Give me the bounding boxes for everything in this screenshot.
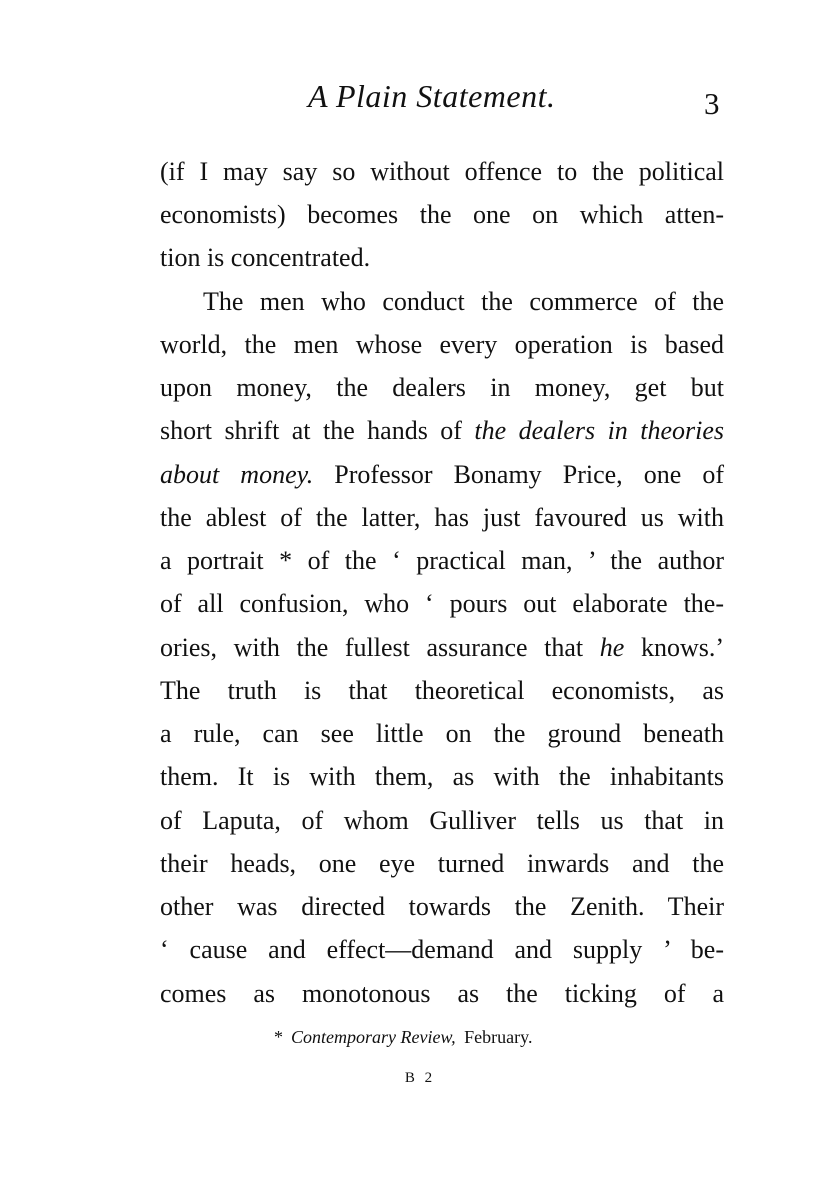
text-line: their heads, one eye turned inwards and the bbox=[160, 849, 724, 878]
text-segment: Professor Bonamy Price, one of bbox=[334, 460, 725, 489]
italic-phrase: about money. bbox=[160, 460, 314, 489]
text-line: ‘ cause and effect—demand and supply ’ be- bbox=[160, 935, 724, 964]
text-line: of Laputa, of whom Gulliver tells us that in bbox=[160, 806, 724, 835]
footnote-source: Contemporary Review, bbox=[291, 1027, 456, 1047]
text-line: upon money, the dealers in money, get but bbox=[160, 373, 724, 402]
footnote-date: February. bbox=[464, 1027, 533, 1047]
text-line: the ablest of the latter, has just favoured us with bbox=[160, 503, 724, 532]
text-segment: ories, with the fullest assurance that bbox=[160, 633, 584, 662]
text-line: world, the men whose every operation is based bbox=[160, 330, 724, 359]
text-line: a portrait * of the ‘ practical man, ’ the author bbox=[160, 546, 724, 575]
text-line bbox=[160, 416, 724, 446]
text-segment: knows.’ bbox=[640, 633, 725, 662]
italic-phrase: the dealers in theories bbox=[474, 416, 725, 445]
text-line bbox=[160, 633, 724, 663]
signature-mark: B 2 bbox=[404, 1070, 436, 1086]
text-line: them. It is with them, as with the inhabitants bbox=[160, 762, 724, 791]
page-number: 3 bbox=[704, 86, 720, 121]
text-line: comes as monotonous as the ticking of a bbox=[160, 979, 724, 1008]
text-line: The truth is that theoretical economists, as bbox=[160, 676, 724, 705]
text-line: a rule, can see little on the ground beneath bbox=[160, 719, 724, 748]
italic-word: he bbox=[599, 633, 625, 662]
running-head-title: A Plain Statement. bbox=[308, 78, 556, 114]
text-segment: short shrift at the hands of bbox=[160, 416, 462, 445]
text-line: other was directed towards the Zenith. Their bbox=[160, 892, 724, 921]
text-line: of all confusion, who ‘ pours out elaborate the- bbox=[160, 589, 724, 618]
text-line bbox=[160, 460, 724, 490]
footnote-mark: * bbox=[274, 1027, 283, 1047]
text-line: (if I may say so without offence to the political bbox=[160, 157, 724, 186]
paragraph-first-line: The men who conduct the commerce of the bbox=[203, 287, 724, 316]
text-line: tion is concentrated. bbox=[160, 243, 371, 272]
footnote bbox=[274, 1027, 532, 1048]
text-line: economists) becomes the one on which atten- bbox=[160, 200, 724, 229]
